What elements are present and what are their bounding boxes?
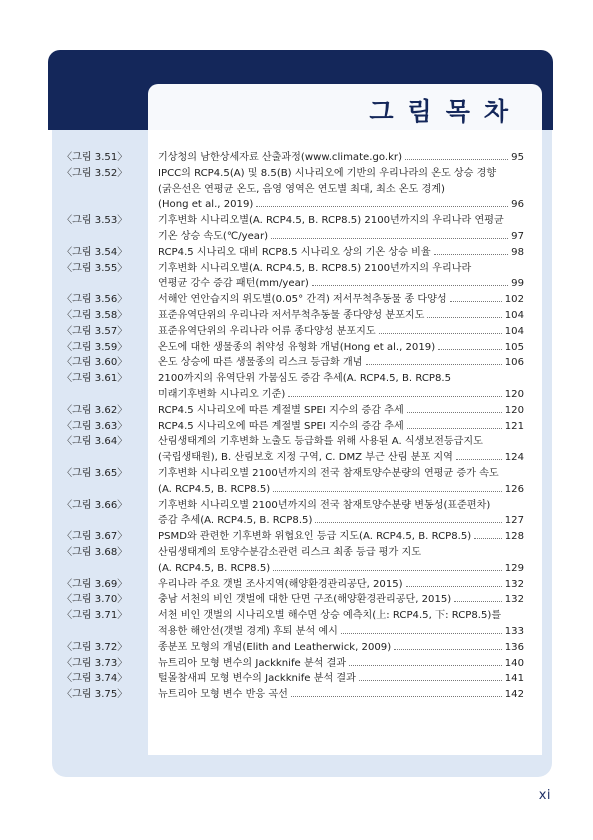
figure-entry[interactable]: [62, 261, 524, 293]
figure-entry[interactable]: [62, 371, 524, 403]
dot-leader: [359, 680, 502, 681]
figure-caption: [158, 498, 524, 530]
caption-line: 기후변화 시나리오별 2100년까지의 전국 참재토양수분량의 연평균 증가 속도: [158, 467, 499, 479]
figure-entry[interactable]: [62, 340, 524, 356]
figure-caption: [158, 608, 524, 640]
caption-line: 기후변화 시나리오별(A. RCP4.5, B. RCP8.5) 2100년까지의 우리나라: [158, 262, 472, 274]
figure-entry[interactable]: [62, 324, 524, 340]
caption-line: (A. RCP4.5, B. RCP8.5): [158, 483, 271, 495]
caption-line: 종분포 모형의 개념(Elith and Leatherwick, 2009): [158, 641, 392, 653]
dot-leader: [427, 317, 501, 318]
figure-label: 〈그림 3.65〉: [62, 467, 128, 479]
caption-line: 우리나라 주요 갯벌 조사지역(해양환경관리공단, 2015): [158, 578, 403, 590]
figure-entry[interactable]: [62, 687, 524, 703]
figure-label: 〈그림 3.73〉: [62, 657, 128, 669]
page-ref[interactable]: 140: [504, 657, 524, 669]
figure-caption: [158, 577, 524, 593]
figure-entry[interactable]: [62, 419, 524, 435]
dot-leader: [406, 586, 502, 587]
figure-caption: [158, 150, 524, 166]
figure-label: 〈그림 3.57〉: [62, 325, 128, 337]
figure-label: 〈그림 3.55〉: [62, 262, 128, 274]
page-ref[interactable]: 99: [511, 278, 524, 290]
figure-caption: [158, 245, 524, 261]
caption-line: 적용한 해안선(갯벌 경계) 후퇴 분석 예시: [158, 625, 338, 637]
caption-line: 기후변화 시나리오별(A. RCP4.5, B. RCP8.5) 2100년까지의 우리나라 연평균: [158, 215, 504, 227]
dot-leader: [273, 491, 502, 492]
caption-line: 기후변화 시나리오별 2100년까지의 전국 참재토양수분량 변동성(표준편차): [158, 499, 491, 511]
dot-leader: [312, 285, 508, 286]
figure-caption: [158, 592, 524, 608]
dot-leader: [407, 428, 502, 429]
dot-leader: [271, 238, 508, 239]
caption-line: 증감 추세(A. RCP4.5, B. RCP8.5): [158, 515, 313, 527]
figure-entry[interactable]: [62, 466, 524, 498]
figure-entry[interactable]: [62, 545, 524, 577]
figure-entry[interactable]: [62, 245, 524, 261]
figure-entry[interactable]: [62, 434, 524, 466]
figure-label: 〈그림 3.75〉: [62, 689, 128, 701]
dot-leader: [456, 459, 502, 460]
page-ref[interactable]: 129: [504, 562, 524, 574]
page-ref[interactable]: 97: [511, 230, 524, 242]
dot-leader: [341, 633, 502, 634]
dot-leader: [273, 570, 502, 571]
figure-label: 〈그림 3.69〉: [62, 578, 128, 590]
figure-caption: [158, 292, 524, 308]
title-box: [148, 84, 542, 130]
caption-line: 뉴트리아 모형 변수 반응 곡선: [158, 689, 288, 701]
caption-line: 연평균 강수 증감 패턴(mm/year): [158, 278, 309, 290]
figure-caption: [158, 355, 524, 371]
figure-caption: [158, 640, 524, 656]
figure-label: 〈그림 3.72〉: [62, 641, 128, 653]
figure-entry[interactable]: [62, 529, 524, 545]
page-title: 그림목차: [369, 97, 522, 126]
page-ref[interactable]: 98: [511, 246, 524, 258]
caption-line: 표준유역단위의 우리나라 어류 종다양성 분포지도: [158, 325, 376, 337]
caption-line: 기상청의 남한상세자료 산출과정(www.climate.go.kr): [158, 152, 403, 163]
figure-entry[interactable]: [62, 656, 524, 672]
caption-line: 기온 상승 속도(℃/year): [158, 230, 269, 242]
figure-label: 〈그림 3.52〉: [62, 167, 128, 179]
dot-leader: [349, 665, 502, 666]
dot-leader: [438, 349, 502, 350]
page-ref[interactable]: 132: [504, 578, 524, 590]
figure-label: 〈그림 3.66〉: [62, 499, 128, 511]
dot-leader: [366, 364, 502, 365]
figure-label: 〈그림 3.67〉: [62, 531, 128, 543]
caption-line: 서천 비인 갯벌의 시나리오별 해수면 상승 예측치(上: RCP4.5, 下: RCP8.5)를: [158, 610, 502, 622]
caption-line: (굵은선은 연평균 온도, 음영 영역은 연도별 최대, 최소 온도 경계): [158, 183, 445, 195]
caption-line: 서해안 연안습지의 위도별(0.05° 간격) 저서무척추동물 종 다양성: [158, 294, 447, 306]
figure-entry[interactable]: [62, 403, 524, 419]
caption-line: 산림생태계의 토양수분감소관련 리스크 최종 등급 평가 지도: [158, 546, 422, 558]
figure-caption: [158, 545, 524, 577]
figure-caption: [158, 324, 524, 340]
figure-label: 〈그림 3.61〉: [62, 373, 128, 385]
caption-line: (A. RCP4.5, B. RCP8.5): [158, 562, 271, 574]
page-ref[interactable]: 96: [511, 199, 524, 211]
page-ref[interactable]: 128: [504, 531, 524, 543]
caption-line: 온도에 대한 생물종의 취약성 유형화 개념(Hong et al., 2019): [158, 341, 436, 353]
figure-list: [62, 150, 524, 703]
dot-leader: [315, 522, 501, 523]
figure-label: 〈그림 3.58〉: [62, 309, 128, 321]
caption-line: (Hong et al., 2019): [158, 199, 254, 211]
figure-caption: [158, 166, 524, 213]
page-ref[interactable]: 127: [504, 515, 524, 527]
caption-line: PSMD와 관련한 기후변화 위협요인 등급 지도(A. RCP4.5, B. RCP8.5): [158, 531, 472, 543]
dot-leader: [288, 396, 501, 397]
figure-label: 〈그림 3.70〉: [62, 594, 128, 606]
dot-leader: [379, 333, 502, 334]
figure-caption: [158, 419, 524, 435]
figure-caption: [158, 261, 524, 293]
figure-label: 〈그림 3.53〉: [62, 215, 128, 227]
figure-entry[interactable]: [62, 577, 524, 593]
page-ref[interactable]: 133: [504, 625, 524, 637]
caption-line: RCP4.5 시나리오에 따른 계절별 SPEI 지수의 증감 추세: [158, 404, 404, 416]
figure-entry[interactable]: [62, 608, 524, 640]
page-ref[interactable]: 120: [504, 404, 524, 416]
caption-line: 털몰참새피 모형 변수의 Jackknife 분석 결과: [158, 673, 356, 685]
figure-label: 〈그림 3.63〉: [62, 420, 128, 432]
figure-caption: [158, 340, 524, 356]
figure-label: 〈그림 3.74〉: [62, 673, 128, 685]
page-ref[interactable]: 104: [504, 325, 524, 337]
dot-leader: [405, 159, 508, 160]
dot-leader: [474, 538, 502, 539]
caption-line: RCP4.5 시나리오에 따른 계절별 SPEI 지수의 증감 추세: [158, 420, 404, 432]
dot-leader: [450, 301, 502, 302]
figure-caption: [158, 213, 524, 245]
page-ref[interactable]: 120: [504, 388, 524, 400]
figure-label: 〈그림 3.56〉: [62, 294, 128, 306]
dot-leader: [256, 206, 508, 207]
dot-leader: [394, 649, 502, 650]
page-number: xi: [538, 788, 551, 803]
figure-label: 〈그림 3.59〉: [62, 341, 128, 353]
figure-entry[interactable]: [62, 671, 524, 687]
caption-line: 온도 상승에 따른 생물종의 리스크 등급화 개념: [158, 357, 363, 369]
figure-caption: [158, 687, 524, 703]
dot-leader: [434, 254, 509, 255]
figure-entry[interactable]: [62, 355, 524, 371]
caption-line: RCP4.5 시나리오 대비 RCP8.5 시나리오 상의 기온 상승 비율: [158, 246, 431, 258]
page-ref[interactable]: 102: [504, 294, 524, 306]
caption-line: 2100까지의 유역단위 가뭄심도 증감 추세(A. RCP4.5, B. RCP8.5: [158, 373, 452, 385]
page-ref[interactable]: 95: [511, 152, 524, 163]
page-ref[interactable]: 124: [504, 452, 524, 464]
figure-caption: [158, 671, 524, 687]
figure-caption: [158, 308, 524, 324]
caption-line: 미래기후변화 시나리오 기준): [158, 388, 286, 400]
page-ref[interactable]: 126: [504, 483, 524, 495]
page-ref[interactable]: 106: [504, 357, 524, 369]
caption-line: 뉴트리아 모형 변수의 Jackknife 분석 결과: [158, 657, 347, 669]
caption-line: IPCC의 RCP4.5(A) 및 8.5(B) 시나리오에 기반의 우리나라의 온도 상승 경향: [158, 167, 497, 179]
figure-entry[interactable]: [62, 166, 524, 213]
figure-caption: [158, 656, 524, 672]
figure-caption: [158, 466, 524, 498]
dot-leader: [454, 601, 501, 602]
figure-label: 〈그림 3.62〉: [62, 404, 128, 416]
figure-entry[interactable]: [62, 640, 524, 656]
figure-entry[interactable]: [62, 213, 524, 245]
page-ref[interactable]: 136: [504, 641, 524, 653]
figure-caption: [158, 371, 524, 403]
figure-label: 〈그림 3.68〉: [62, 546, 128, 558]
page-ref[interactable]: 132: [504, 594, 524, 606]
figure-label: 〈그림 3.64〉: [62, 436, 128, 448]
page-ref[interactable]: 121: [504, 420, 524, 432]
figure-label: 〈그림 3.60〉: [62, 357, 128, 369]
figure-label: 〈그림 3.54〉: [62, 246, 128, 258]
page-ref[interactable]: 104: [504, 309, 524, 321]
figure-label: 〈그림 3.51〉: [62, 152, 128, 163]
page-ref[interactable]: 142: [504, 689, 524, 701]
dot-leader: [407, 412, 502, 413]
dot-leader: [291, 696, 502, 697]
caption-line: 충남 서천의 비인 갯벌에 대한 단면 구조(해양환경관리공단, 2015): [158, 594, 452, 606]
figure-entry[interactable]: [62, 498, 524, 530]
figure-entry[interactable]: [62, 150, 524, 166]
figure-caption: [158, 529, 524, 545]
figure-entry[interactable]: [62, 308, 524, 324]
figure-entry[interactable]: [62, 292, 524, 308]
page-ref[interactable]: 141: [504, 673, 524, 685]
caption-line: 산림생태계의 기후변화 노출도 등급화를 위해 사용된 A. 식생보전등급지도: [158, 436, 483, 448]
figure-caption: [158, 434, 524, 466]
figure-label: 〈그림 3.71〉: [62, 610, 128, 622]
caption-line: 표준유역단위의 우리나라 저서무척추동물 종다양성 분포지도: [158, 309, 425, 321]
caption-line: (국립생태원), B. 산림보호 지정 구역, C. DMZ 부근 산림 분포 지역: [158, 452, 453, 464]
figure-caption: [158, 403, 524, 419]
page-ref[interactable]: 105: [504, 341, 524, 353]
figure-entry[interactable]: [62, 592, 524, 608]
